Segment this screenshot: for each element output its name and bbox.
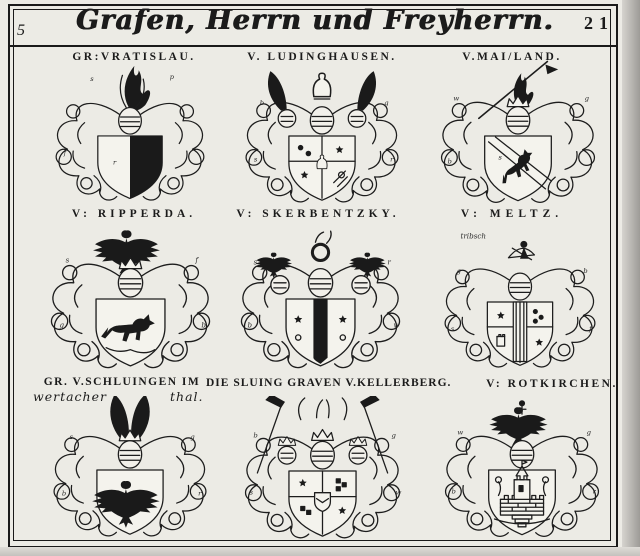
crest-annulet <box>312 244 328 260</box>
tincture-letter: g <box>190 432 195 441</box>
side-helmet <box>271 276 289 294</box>
coat-of-arms-schluingen <box>30 396 230 542</box>
tincture-letter: f <box>63 148 67 157</box>
helmet <box>506 107 530 134</box>
tincture-letter: s <box>253 155 258 164</box>
tincture-letter: s <box>65 255 70 265</box>
header-divider <box>8 45 618 47</box>
arms-label-rotkirchen: V: ROTKIRCHEN. <box>486 378 618 390</box>
arms-sublabel-thal: thal. <box>170 389 204 404</box>
arms-label-mailand: V.MAI/LAND. <box>462 51 562 63</box>
tincture-letter: g <box>584 94 590 103</box>
tincture-letter: f <box>195 255 198 265</box>
arms-label-skerbentzky: V: SKERBENTZKY. <box>236 208 400 220</box>
side-helmet <box>352 276 370 294</box>
tincture-letter: b <box>583 267 588 276</box>
scan-edge-right <box>622 0 640 556</box>
crest-plume <box>120 66 150 111</box>
helmet <box>508 273 531 300</box>
arms-label-ludinghausen: V. LUDINGHAUSEN. <box>247 51 397 63</box>
helmet <box>119 108 142 135</box>
crest-eagle-left <box>255 253 292 278</box>
side-helmet <box>278 446 296 464</box>
arms-label-ripperda: V: RIPPERDA. <box>71 208 197 220</box>
tincture-letter: g <box>456 267 461 276</box>
tincture-letter: w <box>457 428 464 437</box>
tincture-letter: f <box>589 324 592 333</box>
arms-label-vratislau: GR:VRATISLAU. <box>72 51 196 63</box>
crest-eagle-right <box>349 253 386 278</box>
helmet <box>118 269 142 297</box>
tincture-letter: g <box>391 431 396 440</box>
tincture-letter: p <box>169 73 174 82</box>
arms-label-meltz: V: MELTZ. <box>460 208 564 220</box>
tincture-letter: w <box>393 320 400 330</box>
arms-label-kellerberg: DIE SLUING GRAVEN V.KELLERBERG. <box>206 377 452 389</box>
plate-number: 5 <box>17 22 25 39</box>
tincture-letter: r <box>198 489 202 498</box>
tincture-letter: g <box>59 320 65 330</box>
tincture-letter: s <box>90 75 94 84</box>
tincture-letter: g <box>586 428 592 437</box>
handwritten-annotation: tribsch <box>460 231 487 241</box>
arms-label-schluingen: GR. V.SCHLUINGEN IM <box>43 376 201 388</box>
coat-of-arms-ludinghausen <box>222 62 422 208</box>
tincture-letter: b <box>247 320 253 330</box>
arms-sublabel-wertacher: wertacher <box>33 389 107 404</box>
tincture-letter: b <box>201 320 206 330</box>
tincture-letter: s <box>450 324 455 333</box>
tincture-letter: s <box>498 153 502 162</box>
coat-of-arms-rotkirchen <box>424 394 620 544</box>
page-number: 21 <box>584 13 614 33</box>
page-title: Grafen, Herrn und Freyherrn. <box>76 5 554 36</box>
tincture-letter: s <box>69 432 74 441</box>
helmet <box>118 441 141 468</box>
helmet <box>308 269 332 297</box>
helmet <box>310 107 333 134</box>
side-helmet <box>349 446 367 464</box>
tincture-letter: s <box>249 488 254 497</box>
crest-archer-figure <box>508 241 534 259</box>
tincture-letter: r <box>112 158 117 167</box>
tincture-letter: b <box>259 98 265 107</box>
coat-of-arms-mailand <box>420 60 616 210</box>
crest-bell <box>313 73 330 99</box>
tincture-letter: r <box>387 257 391 267</box>
tincture-letter: s <box>253 257 258 267</box>
tincture-letter: w <box>395 488 402 497</box>
side-helmet <box>278 110 296 128</box>
side-helmet <box>348 110 366 128</box>
tincture-letter: b <box>253 431 258 440</box>
tincture-letter: w <box>453 94 460 103</box>
tincture-letter: g <box>384 98 389 107</box>
coat-of-arms-skerbentzky <box>218 222 423 374</box>
pale-charge <box>313 299 327 364</box>
coat-of-arms-kellerberg <box>220 396 425 544</box>
coat-of-arms-meltz <box>424 226 616 376</box>
tincture-letter: r <box>592 487 596 496</box>
coat-of-arms-vratislau <box>30 64 230 206</box>
tincture-letter: r <box>390 155 394 164</box>
shield-sable-half <box>130 136 162 198</box>
crest-plumes <box>299 398 347 420</box>
coat-of-arms-ripperda <box>28 222 233 374</box>
helmet <box>311 441 335 469</box>
scan-edge-bottom <box>0 547 640 556</box>
tincture-letter: b <box>451 487 456 496</box>
tincture-letter: b <box>447 157 452 166</box>
tincture-letter: b <box>61 489 67 498</box>
